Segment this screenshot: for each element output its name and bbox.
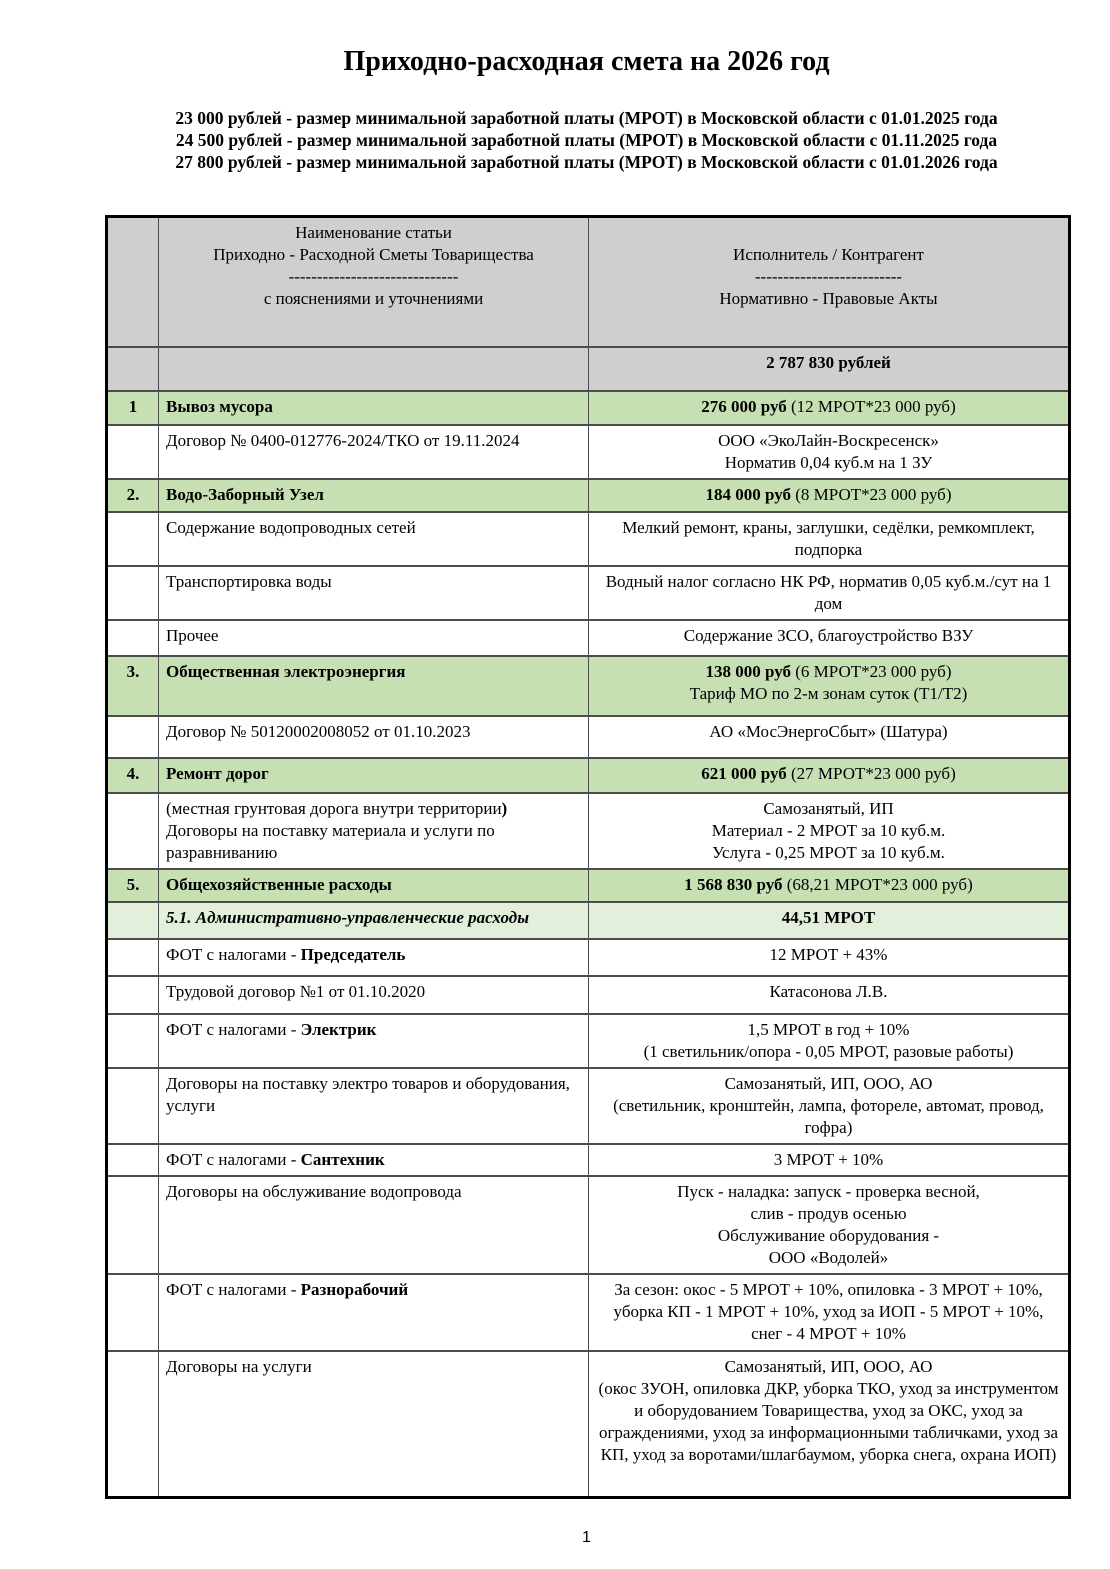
detail-row xyxy=(107,1351,1070,1498)
text-segment: с пояснениями и уточнениями xyxy=(263,289,484,308)
cell-line xyxy=(596,1225,1061,1247)
document-page xyxy=(105,0,1068,1547)
cell-line xyxy=(596,1203,1061,1225)
cell-line xyxy=(166,1073,581,1117)
text-segment: Самозанятый, ИП, ООО, АО xyxy=(724,1073,933,1093)
article-name-cell xyxy=(159,1068,589,1144)
article-name-cell xyxy=(159,512,589,566)
cell-line xyxy=(596,625,1061,647)
cell-line xyxy=(596,874,1061,896)
cell-line xyxy=(596,244,1061,266)
text-segment: -------------------------- xyxy=(754,267,903,286)
text-segment: ) xyxy=(501,798,508,818)
detail-row xyxy=(107,620,1070,656)
article-name-cell xyxy=(159,347,589,391)
cell-line xyxy=(596,820,1061,842)
row-number-cell: 3. xyxy=(107,656,159,716)
section-row xyxy=(107,869,1070,902)
cell-line xyxy=(596,944,1061,966)
cell-line xyxy=(596,1247,1061,1269)
cell-line xyxy=(166,1279,581,1301)
cell-line xyxy=(166,484,581,506)
row-number-cell xyxy=(107,1176,159,1274)
detail-row xyxy=(107,1176,1070,1274)
page-title: Приходно-расходная смета на 2026 год xyxy=(343,46,830,77)
row-number-cell xyxy=(107,1014,159,1068)
cell-line xyxy=(166,981,581,1003)
intro-block xyxy=(105,107,1068,173)
executor-value-cell xyxy=(589,716,1070,758)
executor-value-cell xyxy=(589,902,1070,939)
executor-value-cell xyxy=(589,425,1070,479)
text-segment: Материал - 2 МРОТ за 10 куб.м. xyxy=(711,820,946,840)
executor-value-cell xyxy=(589,1068,1070,1144)
cell-line xyxy=(596,842,1061,864)
mrot-line-1: 23 000 рублей - размер минимальной заработной платы (МРОТ) в Московской области с 01.01.2025 года xyxy=(175,108,998,128)
cell-line xyxy=(596,907,1061,929)
text-segment: (8 МРОТ*23 000 руб) xyxy=(795,484,952,504)
text-segment: За сезон: окос - 5 МРОТ + 10%, опиловка - 3 МРОТ + 10%, уборка КП - 1 МРОТ + 10%, уход за ИОП - 5 МРОТ + 10%, снег - 4 МРОТ + 10% xyxy=(613,1279,1044,1343)
text-segment: (окос ЗУОН, опиловка ДКР, уборка ТКО, уход за инструментом и оборудованием Товарищества, уход за ОКС, уход за ограждениями, уход за информационными табличками, уход за КП, уход за воротами/шлагбаумом, уборка снега, охрана ИОП) xyxy=(598,1378,1059,1464)
text-segment: Самозанятый, ИП, ООО, АО xyxy=(724,1356,933,1376)
row-number-cell xyxy=(107,1274,159,1351)
executor-value-cell xyxy=(589,620,1070,656)
estimate-table xyxy=(105,215,1071,1499)
article-name-cell xyxy=(159,758,589,793)
total-row xyxy=(107,347,1070,391)
text-segment: АО «МосЭнергоСбыт» (Шатура) xyxy=(709,721,948,741)
cell-line xyxy=(166,396,581,418)
text-segment: Разнорабочий xyxy=(300,1279,409,1299)
text-segment: Норматив 0,04 куб.м на 1 ЗУ xyxy=(724,452,933,472)
row-number-cell: 2. xyxy=(107,479,159,512)
text-segment: Общехозяйственные расходы xyxy=(166,874,392,894)
text-segment: Договоры на обслуживание водопровода xyxy=(166,1181,462,1201)
text-segment: Водный налог согласно НК РФ, норматив 0,05 куб.м./сут на 1 дом xyxy=(605,571,1052,613)
section-row xyxy=(107,391,1070,425)
cell-line xyxy=(596,571,1061,615)
cell-line xyxy=(166,571,581,593)
estimate-table-body xyxy=(107,217,1070,1498)
text-segment: Ремонт дорог xyxy=(166,763,269,783)
section-row xyxy=(107,656,1070,716)
article-name-cell xyxy=(159,656,589,716)
article-name-cell xyxy=(159,425,589,479)
row-number-cell: 1 xyxy=(107,391,159,425)
text-segment: Содержание ЗСО, благоустройство ВЗУ xyxy=(683,625,974,645)
row-number-cell xyxy=(107,566,159,620)
cell-line xyxy=(596,1149,1061,1171)
cell-line xyxy=(596,396,1061,418)
article-name-cell xyxy=(159,620,589,656)
executor-value-cell xyxy=(589,1144,1070,1176)
article-name-cell xyxy=(159,566,589,620)
executor-value-cell xyxy=(589,479,1070,512)
article-name-cell xyxy=(159,217,589,347)
text-segment: слив - продув осенью xyxy=(750,1203,907,1223)
cell-line xyxy=(596,288,1061,310)
text-segment: 621 000 руб xyxy=(701,763,792,783)
cell-line xyxy=(596,452,1061,474)
text-segment: Трудовой договор №1 от 01.10.2020 xyxy=(166,981,426,1001)
executor-value-cell xyxy=(589,347,1070,391)
detail-row xyxy=(107,793,1070,869)
executor-value-cell xyxy=(589,1176,1070,1274)
row-number-cell xyxy=(107,939,159,976)
cell-line xyxy=(166,266,581,288)
cell-line xyxy=(596,763,1061,785)
detail-row xyxy=(107,1068,1070,1144)
text-segment: Исполнитель / Контрагент xyxy=(733,245,924,264)
article-name-cell xyxy=(159,716,589,758)
executor-value-cell xyxy=(589,758,1070,793)
article-name-cell xyxy=(159,1351,589,1498)
text-segment: 1 568 830 руб xyxy=(684,874,787,894)
cell-line xyxy=(596,981,1061,1003)
cell-line xyxy=(166,244,581,266)
cell-line xyxy=(166,430,581,452)
text-segment: Самозанятый, ИП xyxy=(763,798,894,818)
article-name-cell xyxy=(159,793,589,869)
cell-line xyxy=(596,683,1061,705)
text-segment: Общественная электроэнергия xyxy=(166,661,406,681)
executor-value-cell xyxy=(589,656,1070,716)
text-segment: Содержание водопроводных сетей xyxy=(166,517,416,537)
article-name-cell xyxy=(159,976,589,1014)
text-segment: Председатель xyxy=(300,944,406,964)
detail-row xyxy=(107,716,1070,758)
text-segment: 1,5 МРОТ в год + 10% xyxy=(747,1019,910,1039)
cell-line xyxy=(596,222,1061,244)
executor-value-cell xyxy=(589,1351,1070,1498)
executor-value-cell xyxy=(589,976,1070,1014)
executor-value-cell xyxy=(589,1014,1070,1068)
cell-line xyxy=(166,517,581,539)
text-segment: 138 000 руб xyxy=(705,661,796,681)
text-segment: ООО «Водолей» xyxy=(768,1247,889,1267)
text-segment: 184 000 руб xyxy=(705,484,796,504)
header-row xyxy=(107,217,1070,347)
row-number-cell xyxy=(107,976,159,1014)
text-segment: Услуга - 0,25 МРОТ за 10 куб.м. xyxy=(712,842,945,862)
executor-value-cell xyxy=(589,869,1070,902)
text-segment: (местная грунтовая дорога внутри территории xyxy=(166,798,502,818)
cell-line xyxy=(596,1019,1061,1041)
detail-row xyxy=(107,425,1070,479)
cell-line xyxy=(166,1149,581,1171)
cell-line xyxy=(596,1378,1061,1466)
text-segment: ФОТ с налогами - xyxy=(166,944,301,964)
text-segment: Обслуживание оборудования - xyxy=(717,1225,940,1245)
text-segment: Договор № 50120002008052 от 01.10.2023 xyxy=(166,721,471,741)
detail-row xyxy=(107,939,1070,976)
text-segment: (6 МРОТ*23 000 руб) xyxy=(795,661,952,681)
cell-line xyxy=(166,661,581,683)
article-name-cell xyxy=(159,479,589,512)
article-name-cell xyxy=(159,902,589,939)
cell-line xyxy=(596,352,1061,374)
page-number: 1 xyxy=(582,1529,591,1546)
executor-value-cell xyxy=(589,512,1070,566)
section-row xyxy=(107,479,1070,512)
text-segment: Пуск - наладка: запуск - проверка весной, xyxy=(677,1181,980,1201)
cell-line xyxy=(166,1181,581,1203)
cell-line xyxy=(166,798,581,820)
cell-line xyxy=(596,517,1061,561)
text-segment: (12 МРОТ*23 000 руб) xyxy=(791,396,956,416)
executor-value-cell xyxy=(589,217,1070,347)
text-segment: Сантехник xyxy=(300,1149,385,1169)
text-segment: Тариф МО по 2-м зонам суток (Т1/Т2) xyxy=(689,683,968,703)
text-segment: Водо-Заборный Узел xyxy=(166,484,324,504)
row-number-cell xyxy=(107,1144,159,1176)
cell-line xyxy=(596,721,1061,743)
cell-line xyxy=(166,820,581,864)
row-number-cell xyxy=(107,1068,159,1144)
row-number-cell xyxy=(107,716,159,758)
row-number-cell xyxy=(107,217,159,347)
article-name-cell xyxy=(159,869,589,902)
text-segment: Катасонова Л.В. xyxy=(769,981,888,1001)
text-segment: Нормативно - Правовые Акты xyxy=(719,289,938,308)
cell-line xyxy=(166,222,581,244)
cell-line xyxy=(596,798,1061,820)
cell-line xyxy=(166,907,581,929)
cell-line xyxy=(596,266,1061,288)
row-number-cell: 4. xyxy=(107,758,159,793)
mrot-line-2: 24 500 рублей - размер минимальной заработной платы (МРОТ) в Московской области с 01.11.2025 года xyxy=(175,130,998,150)
cell-line xyxy=(166,1356,581,1378)
text-segment: Наименование статьи xyxy=(295,223,452,242)
detail-row xyxy=(107,566,1070,620)
article-name-cell xyxy=(159,1014,589,1068)
text-segment: ФОТ с налогами - xyxy=(166,1149,301,1169)
row-number-cell xyxy=(107,347,159,391)
cell-line xyxy=(596,1356,1061,1378)
text-segment: 276 000 руб xyxy=(701,396,792,416)
cell-line xyxy=(166,721,581,743)
text-segment: Договор № 0400-012776-2024/ТКО от 19.11.2024 xyxy=(166,430,520,450)
detail-row xyxy=(107,1014,1070,1068)
text-segment: ------------------------------ xyxy=(288,267,459,286)
detail-row xyxy=(107,1274,1070,1351)
article-name-cell xyxy=(159,391,589,425)
text-segment: Приходно - Расходной Сметы Товарищества xyxy=(213,245,534,264)
text-segment: Электрик xyxy=(300,1019,377,1039)
executor-value-cell xyxy=(589,939,1070,976)
cell-line xyxy=(596,1279,1061,1345)
row-number-cell xyxy=(107,1351,159,1498)
text-segment: 3 МРОТ + 10% xyxy=(773,1149,884,1169)
cell-line xyxy=(166,944,581,966)
cell-line xyxy=(166,874,581,896)
cell-line xyxy=(596,1181,1061,1203)
row-number-cell xyxy=(107,793,159,869)
cell-line xyxy=(166,763,581,785)
text-segment: ООО «ЭкоЛайн-Воскресенск» xyxy=(718,430,939,450)
text-segment: 2 787 830 рублей xyxy=(766,352,891,372)
article-name-cell xyxy=(159,1274,589,1351)
subsection-row xyxy=(107,902,1070,939)
executor-value-cell xyxy=(589,793,1070,869)
text-segment: Договоры на поставку электро товаров и оборудования, услуги xyxy=(166,1073,570,1115)
cell-line xyxy=(166,1019,581,1041)
text-segment: Вывоз мусора xyxy=(166,396,273,416)
text-segment: Транспортировка воды xyxy=(166,571,332,591)
text-segment: 44,51 МРОТ xyxy=(781,907,876,927)
cell-line xyxy=(596,1073,1061,1095)
cell-line xyxy=(596,661,1061,683)
cell-line xyxy=(166,625,581,647)
executor-value-cell xyxy=(589,1274,1070,1351)
cell-line xyxy=(596,484,1061,506)
article-name-cell xyxy=(159,1176,589,1274)
executor-value-cell xyxy=(589,566,1070,620)
text-segment: 12 МРОТ + 43% xyxy=(769,944,888,964)
row-number-cell xyxy=(107,425,159,479)
cell-line xyxy=(596,430,1061,452)
detail-row xyxy=(107,512,1070,566)
row-number-cell: 5. xyxy=(107,869,159,902)
text-segment: 5.1. Административно-управленческие расходы xyxy=(166,907,530,927)
cell-line xyxy=(596,1041,1061,1063)
text-segment: Договоры на поставку материала и услуги по разравниванию xyxy=(166,820,495,862)
article-name-cell xyxy=(159,1144,589,1176)
text-segment: ФОТ с налогами - xyxy=(166,1279,301,1299)
text-segment: (27 МРОТ*23 000 руб) xyxy=(791,763,956,783)
mrot-line-3: 27 800 рублей - размер минимальной заработной платы (МРОТ) в Московской области с 01.01.2026 года xyxy=(175,152,998,172)
article-name-cell xyxy=(159,939,589,976)
text-segment: Договоры на услуги xyxy=(166,1356,312,1376)
section-row xyxy=(107,758,1070,793)
row-number-cell xyxy=(107,902,159,939)
text-segment: Мелкий ремонт, краны, заглушки, седёлки, ремкомплект, подпорка xyxy=(622,517,1035,559)
cell-line xyxy=(166,288,581,310)
text-segment: ФОТ с налогами - xyxy=(166,1019,301,1039)
row-number-cell xyxy=(107,512,159,566)
text-segment: (68,21 МРОТ*23 000 руб) xyxy=(786,874,973,894)
detail-row xyxy=(107,1144,1070,1176)
detail-row xyxy=(107,976,1070,1014)
text-segment: Прочее xyxy=(166,625,219,645)
cell-line xyxy=(596,1095,1061,1139)
row-number-cell xyxy=(107,620,159,656)
text-segment: (1 светильник/опора - 0,05 МРОТ, разовые работы) xyxy=(643,1041,1014,1061)
executor-value-cell xyxy=(589,391,1070,425)
text-segment: (светильник, кронштейн, лампа, фотореле, автомат, провод, гофра) xyxy=(613,1095,1044,1137)
